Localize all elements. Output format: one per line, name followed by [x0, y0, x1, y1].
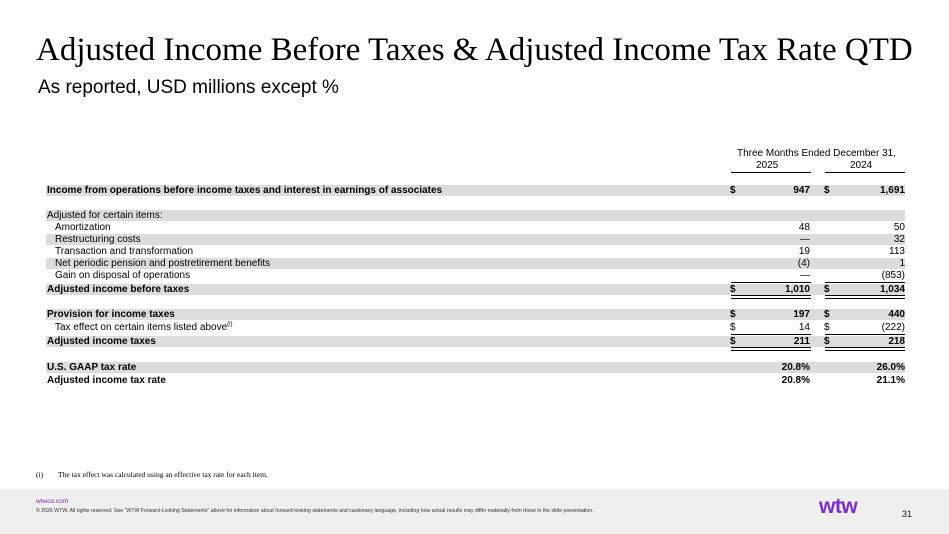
row-label: Restructuring costs: [55, 234, 141, 245]
value-2025: 14: [798, 322, 810, 333]
table-row: [46, 270, 905, 281]
page-subtitle: As reported, USD millions except %: [38, 77, 339, 98]
value-2024: 50: [893, 222, 905, 233]
row-label-text: Tax effect on certain items listed above: [55, 322, 228, 333]
column-header-2024: 2024: [850, 160, 873, 171]
row-label: Transaction and transformation: [55, 246, 194, 257]
footer: [0, 489, 949, 534]
table-row: [46, 258, 905, 269]
row-label: Amortization: [55, 222, 111, 233]
value-2024: 1,034: [879, 284, 905, 295]
legal-disclaimer: © 2026 WTW. All rights reserved. See "WTW Forward-Looking Statements" above for information about forward-looking statements and cautionary language, including how actual results may differ materially from those in the slide presentation.: [36, 508, 594, 514]
column-rule-2024: [825, 172, 905, 173]
table-row: [46, 246, 905, 257]
value-2024: 21.1%: [876, 375, 905, 386]
row-label: Provision for income taxes: [47, 309, 175, 320]
value-2024: 1: [899, 258, 905, 269]
total-double-rule: [731, 347, 811, 351]
website-link[interactable]: wtwco.com: [36, 498, 69, 505]
row-label: Net periodic pension and postretirement benefits: [55, 258, 271, 269]
currency-symbol: $: [824, 336, 830, 347]
table-row: [46, 375, 905, 386]
footnote-reference: (i): [227, 321, 233, 328]
row-label: Income from operations before income taxes and interest in earnings of associates: [47, 185, 443, 196]
table-row: [46, 185, 905, 196]
row-label: Adjusted income tax rate: [47, 375, 166, 386]
footnote-marker: (i): [36, 470, 44, 479]
currency-symbol: $: [824, 284, 830, 295]
row-label: U.S. GAAP tax rate: [47, 362, 137, 373]
total-double-rule: [825, 295, 905, 299]
value-2024: 218: [888, 336, 905, 347]
column-header-2025: 2025: [756, 160, 779, 171]
table-row: [46, 222, 905, 233]
subtotal-rule: [731, 334, 811, 335]
currency-symbol: $: [730, 336, 736, 347]
value-2025: 19: [798, 246, 810, 257]
row-label: [55, 322, 232, 333]
table-row: [46, 336, 905, 347]
value-2024: 113: [889, 246, 905, 257]
wtw-logo: wtw: [819, 495, 858, 518]
value-2024: (853): [881, 270, 905, 281]
subtotal-rule: [825, 334, 905, 335]
currency-symbol: $: [730, 322, 736, 333]
value-2025: 20.8%: [781, 362, 810, 373]
currency-symbol: $: [824, 185, 830, 196]
value-2025: 197: [793, 309, 810, 320]
footnote-text: The tax effect was calculated using an effective tax rate for each item.: [58, 470, 268, 479]
total-double-rule: [731, 295, 811, 299]
table-row: [46, 362, 905, 373]
page-number: 31: [902, 509, 913, 519]
currency-symbol: $: [730, 284, 736, 295]
subtotal-rule: [731, 282, 811, 283]
currency-symbol: $: [730, 309, 736, 320]
row-label: Adjusted income before taxes: [47, 284, 190, 295]
currency-symbol: $: [824, 309, 830, 320]
value-2025: —: [800, 234, 810, 245]
total-double-rule: [825, 347, 905, 351]
subtotal-rule: [825, 282, 905, 283]
currency-symbol: $: [730, 185, 736, 196]
table-row: [46, 284, 905, 295]
value-2024: 26.0%: [876, 362, 905, 373]
table-row: [46, 234, 905, 245]
page-title: Adjusted Income Before Taxes & Adjusted Income Tax Rate QTD: [36, 32, 913, 68]
column-rule-2025: [731, 172, 811, 173]
table-row: [46, 210, 905, 221]
value-2025: —: [800, 270, 810, 281]
value-2025: 48: [798, 222, 810, 233]
value-2025: 947: [793, 185, 810, 196]
value-2024: 440: [888, 309, 905, 320]
value-2025: (4): [797, 258, 810, 269]
footnote: [36, 470, 268, 479]
value-2024: (222): [881, 322, 905, 333]
value-2025: 20.8%: [781, 375, 810, 386]
period-header: Three Months Ended December 31,: [737, 148, 896, 159]
row-label: Adjusted for certain items:: [47, 210, 163, 221]
value-2024: 32: [893, 234, 905, 245]
row-label: Gain on disposal of operations: [55, 270, 191, 281]
row-label: Adjusted income taxes: [47, 336, 156, 347]
value-2024: 1,691: [879, 185, 905, 196]
value-2025: 1,010: [784, 284, 810, 295]
value-2025: 211: [793, 336, 810, 347]
table-row: [46, 309, 905, 320]
currency-symbol: $: [824, 322, 830, 333]
table-row: [46, 322, 905, 333]
